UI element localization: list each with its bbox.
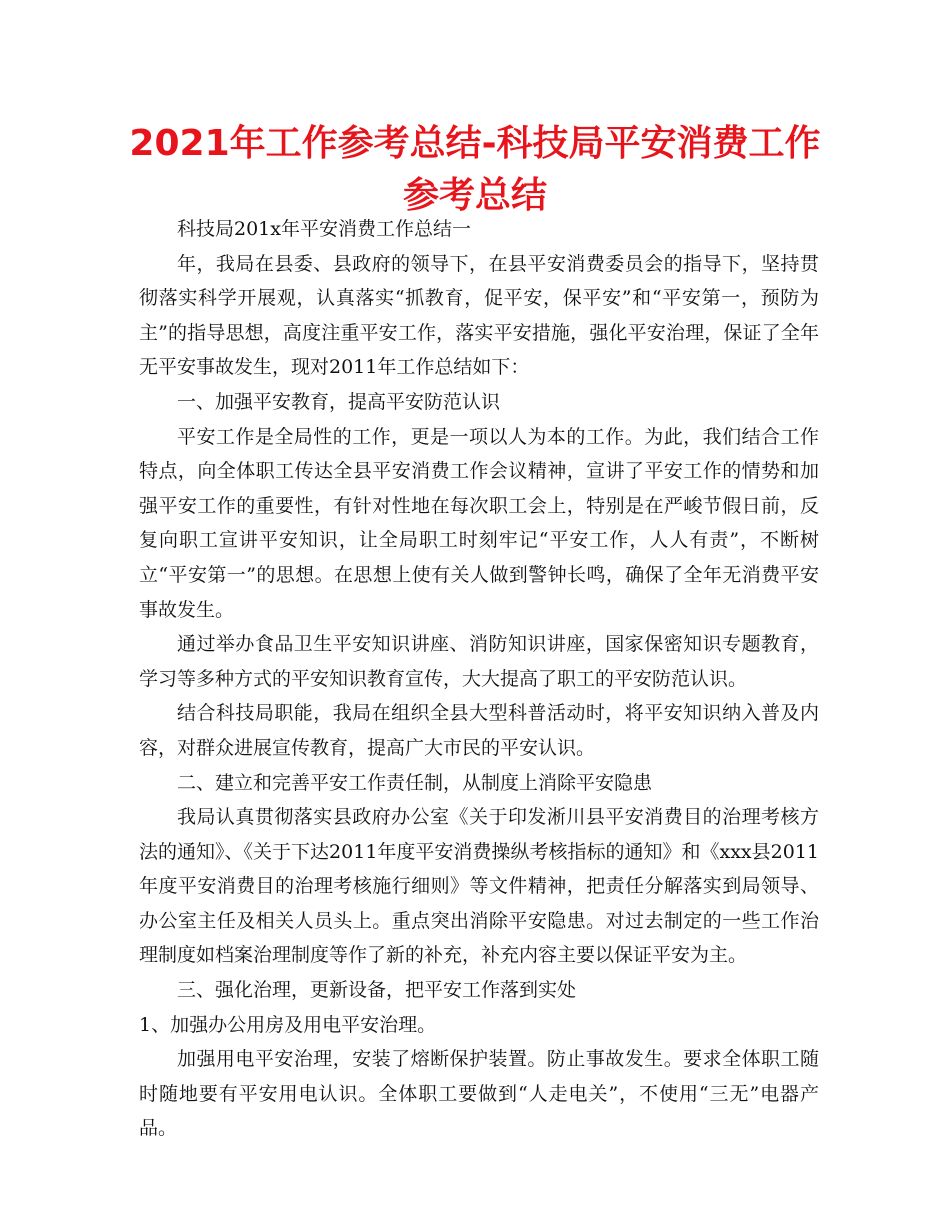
document-title: 2021年工作参考总结-科技局平安消费工作参考总结 xyxy=(129,123,821,216)
paragraph: 我局认真贯彻落实县政府办公室《关于印发淅川县平安消费目的治理考核方法的通知》、《关于下达2011年度平安消费操纵考核指标的通知》和《xxx县2011年度平安消费目的治理考核施行细则》等文件精神，把责任分解落实到局领导、办公室主任及相关人员头上。重点突出消除平安隐患。对过去制定的一些工作治理制度如档案治理制度等作了新的补充，补充内容主要以保证平安为主。 xyxy=(139,806,819,967)
section-heading: 一、加强平安教育，提高平安防范认识 xyxy=(177,390,501,413)
paragraph: 通过举办食品卫生平安知识讲座、消防知识讲座，国家保密知识专题教育，学习等多种方式的平安知识教育宣传，大大提高了职工的平安防范认识。 xyxy=(139,633,819,690)
section-heading: 三、强化治理，更新设备，把平安工作落到实处 xyxy=(177,979,577,1002)
section-heading: 二、建立和完善平安工作责任制，从制度上消除平安隐患 xyxy=(177,771,653,794)
paragraph: 年，我局在县委、县政府的领导下，在县平安消费委员会的指导下，坚持贯彻落实科学开展观，认真落实“抓教育，促平安，保平安”和“平安第一，预防为主”的指导思想，高度注重平安工作，落实平安措施，强化平安治理，保证了全年无平安事故发生，现对2011年工作总结如下： xyxy=(139,252,819,379)
document-body xyxy=(139,212,819,1146)
paragraph: 结合科技局职能，我局在组织全县大型科普活动时，将平安知识纳入普及内容，对群众进展宣传教育，提高广大市民的平安认识。 xyxy=(139,702,819,759)
paragraph: 加强用电平安治理，安装了熔断保护装置。防止事故发生。要求全体职工随时随地要有平安用电认识。全体职工要做到“人走电关”，不使用“三无”电器产品。 xyxy=(139,1048,819,1140)
paragraph: 科技局201x年平安消费工作总结一 xyxy=(177,218,471,240)
sub-heading: 1、加强办公用房及用电平安治理。 xyxy=(139,1013,437,1036)
paragraph: 平安工作是全局性的工作，更是一项以人为本的工作。为此，我们结合工作特点，向全体职工传达全县平安消费工作会议精神，宣讲了平安工作的情势和加强平安工作的重要性，有针对性地在每次职工会上，特别是在严峻节假日前，反复向职工宣讲平安知识，让全局职工时刻牢记“平安工作，人人有责”，不断树立“平安第一”的思想。在思想上使有关人做到警钟长鸣，确保了全年无消费平安事故发生。 xyxy=(139,425,819,621)
